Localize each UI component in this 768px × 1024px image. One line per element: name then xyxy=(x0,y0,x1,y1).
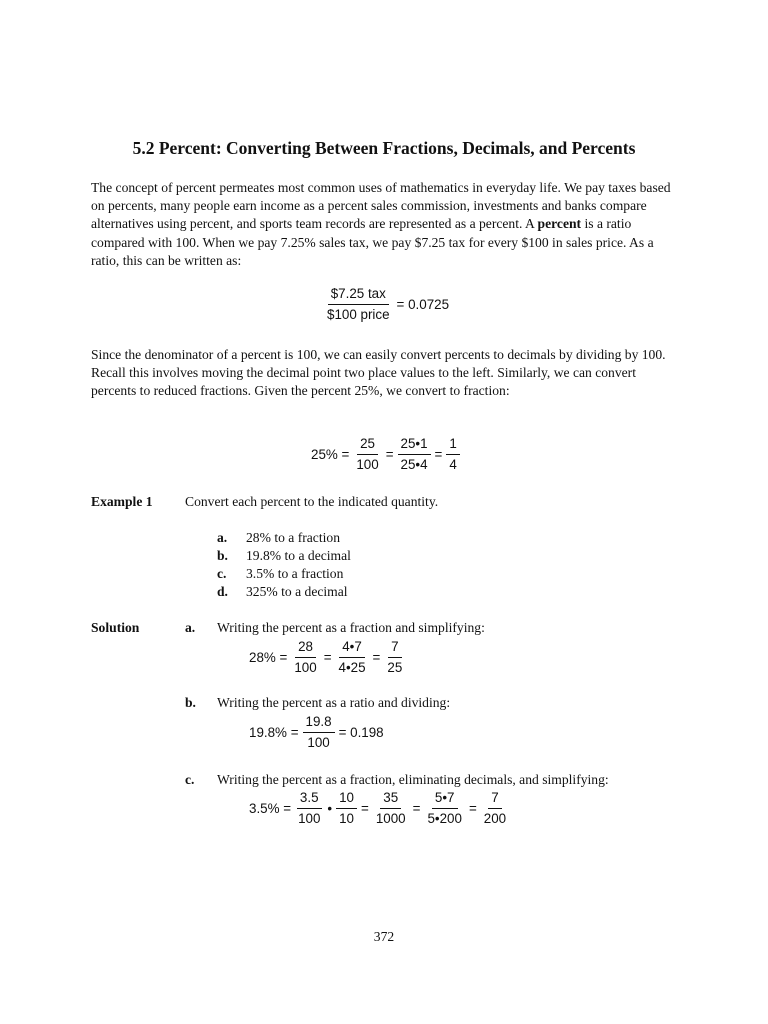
fraction-numerator: 19.8 xyxy=(303,714,335,733)
equation-lhs: 19.8% = xyxy=(249,725,299,740)
fraction-numerator: 3.5 xyxy=(297,790,322,809)
fraction-denominator: 1000 xyxy=(375,811,406,826)
fraction-denominator: 200 xyxy=(483,811,507,826)
item-letter: b. xyxy=(217,548,228,563)
equation-lhs: 28% = xyxy=(249,650,288,665)
fraction-denominator: 4•25 xyxy=(338,660,366,675)
fraction-factored xyxy=(398,436,431,473)
intro-text-end: is a ratio compared with 100. When we pay 7.25% sales tax, we pay $7.25 tax for every $100 in sales price. As a ratio, this can be written as: xyxy=(91,216,654,268)
tax-ratio-equation xyxy=(322,286,451,323)
item-text: 19.8% to a decimal xyxy=(246,548,351,563)
equation-lhs: 3.5% = xyxy=(249,801,292,816)
equals-sign: = xyxy=(412,801,421,816)
fraction xyxy=(424,790,464,827)
fraction-numerator: 1 xyxy=(446,436,459,455)
intro-paragraph xyxy=(91,179,671,270)
fraction-numerator: 7 xyxy=(388,639,401,658)
equals-sign: = xyxy=(434,447,443,462)
fraction xyxy=(295,790,323,827)
equation-result: = 0.198 xyxy=(338,725,384,740)
example-item-b xyxy=(217,548,351,564)
fraction xyxy=(291,639,319,676)
fraction-numerator: 4•7 xyxy=(339,639,365,658)
equals-sign: = xyxy=(361,801,369,816)
fraction-denominator: 100 xyxy=(298,811,321,826)
solution-c-equation xyxy=(247,790,511,827)
solution-a-equation xyxy=(247,639,407,676)
fraction-numerator: 25 xyxy=(357,436,378,455)
section-title: 5.2 Percent: Converting Between Fractions, Decimals, and Percents xyxy=(132,138,636,158)
fraction-denominator: 4 xyxy=(449,457,457,472)
item-text: 325% to a decimal xyxy=(246,584,348,599)
fraction-denominator: 25 xyxy=(387,660,403,675)
solution-label: Solution xyxy=(91,620,140,635)
example-item-d xyxy=(217,584,348,600)
example-item-c xyxy=(217,566,343,582)
page-number: 372 xyxy=(373,929,395,944)
fraction-numerator: 35 xyxy=(380,790,401,809)
tax-ratio-result: = 0.0725 xyxy=(396,297,450,312)
percent-term: percent xyxy=(537,216,582,232)
example-item-a xyxy=(217,530,340,546)
fraction xyxy=(336,790,357,827)
fraction xyxy=(373,790,409,827)
fraction-numerator: 10 xyxy=(336,790,357,809)
fraction-denominator: 10 xyxy=(339,811,355,826)
example-prompt: Convert each percent to the indicated quantity. xyxy=(185,494,439,509)
item-letter: a. xyxy=(217,530,228,545)
solution-a-letter: a. xyxy=(185,620,196,635)
percent-25-equation xyxy=(309,436,462,473)
tax-fraction-denominator: $100 price xyxy=(327,307,390,322)
equals-sign: = xyxy=(468,801,477,816)
fraction-denominator: 100 xyxy=(307,735,330,750)
tax-fraction-numerator: $7.25 tax xyxy=(328,286,389,305)
fraction-reduced xyxy=(446,436,459,473)
fraction-numerator: 25•1 xyxy=(398,436,431,455)
fraction-25-100 xyxy=(353,436,381,473)
fraction-numerator: 5•7 xyxy=(432,790,458,809)
solution-c-text: Writing the percent as a fraction, eliminating decimals, and simplifying: xyxy=(217,772,609,787)
fraction-denominator: 100 xyxy=(294,660,317,675)
multiply-dot: • xyxy=(327,801,333,816)
conversion-paragraph xyxy=(91,346,671,401)
fraction-denominator: 100 xyxy=(356,457,379,472)
solution-b-text: Writing the percent as a ratio and dividing: xyxy=(217,695,451,710)
tax-fraction xyxy=(324,286,393,323)
item-text: 28% to a fraction xyxy=(246,530,340,545)
conversion-text: Since the denominator of a percent is 100, we can easily convert percents to decimals by dividing by 100. Recall this involves moving the decimal point two place values to the left. Similarly, we can convert percents to reduced fractions. Given the percent 25%, we convert to fraction: xyxy=(91,347,666,399)
fraction xyxy=(336,639,369,676)
fraction xyxy=(481,790,509,827)
item-text: 3.5% to a fraction xyxy=(246,566,344,581)
fraction-denominator: 5•200 xyxy=(427,811,462,826)
intro-text-start: The concept of percent permeates most common uses of mathematics in everyday life. We pay taxes based on percents, many people earn income as a percent sales commission, investments and banks compare alternatives using percent, and sports team records are represented as a percent. A xyxy=(91,180,671,232)
item-letter: c. xyxy=(217,566,227,581)
fraction-numerator: 28 xyxy=(295,639,316,658)
equals-sign: = xyxy=(323,650,332,665)
fraction xyxy=(384,639,405,676)
fraction-numerator: 7 xyxy=(488,790,501,809)
example-label: Example 1 xyxy=(91,494,153,509)
equals-sign: = xyxy=(385,447,394,462)
solution-c-letter: c. xyxy=(185,772,195,787)
solution-a-text: Writing the percent as a fraction and simplifying: xyxy=(217,620,485,635)
percent-25-lhs: 25% = xyxy=(311,447,350,462)
solution-b-letter: b. xyxy=(185,695,196,710)
solution-b-equation xyxy=(247,714,386,751)
fraction-denominator: 25•4 xyxy=(400,457,428,472)
fraction xyxy=(303,714,335,751)
equals-sign: = xyxy=(372,650,381,665)
item-letter: d. xyxy=(217,584,228,599)
